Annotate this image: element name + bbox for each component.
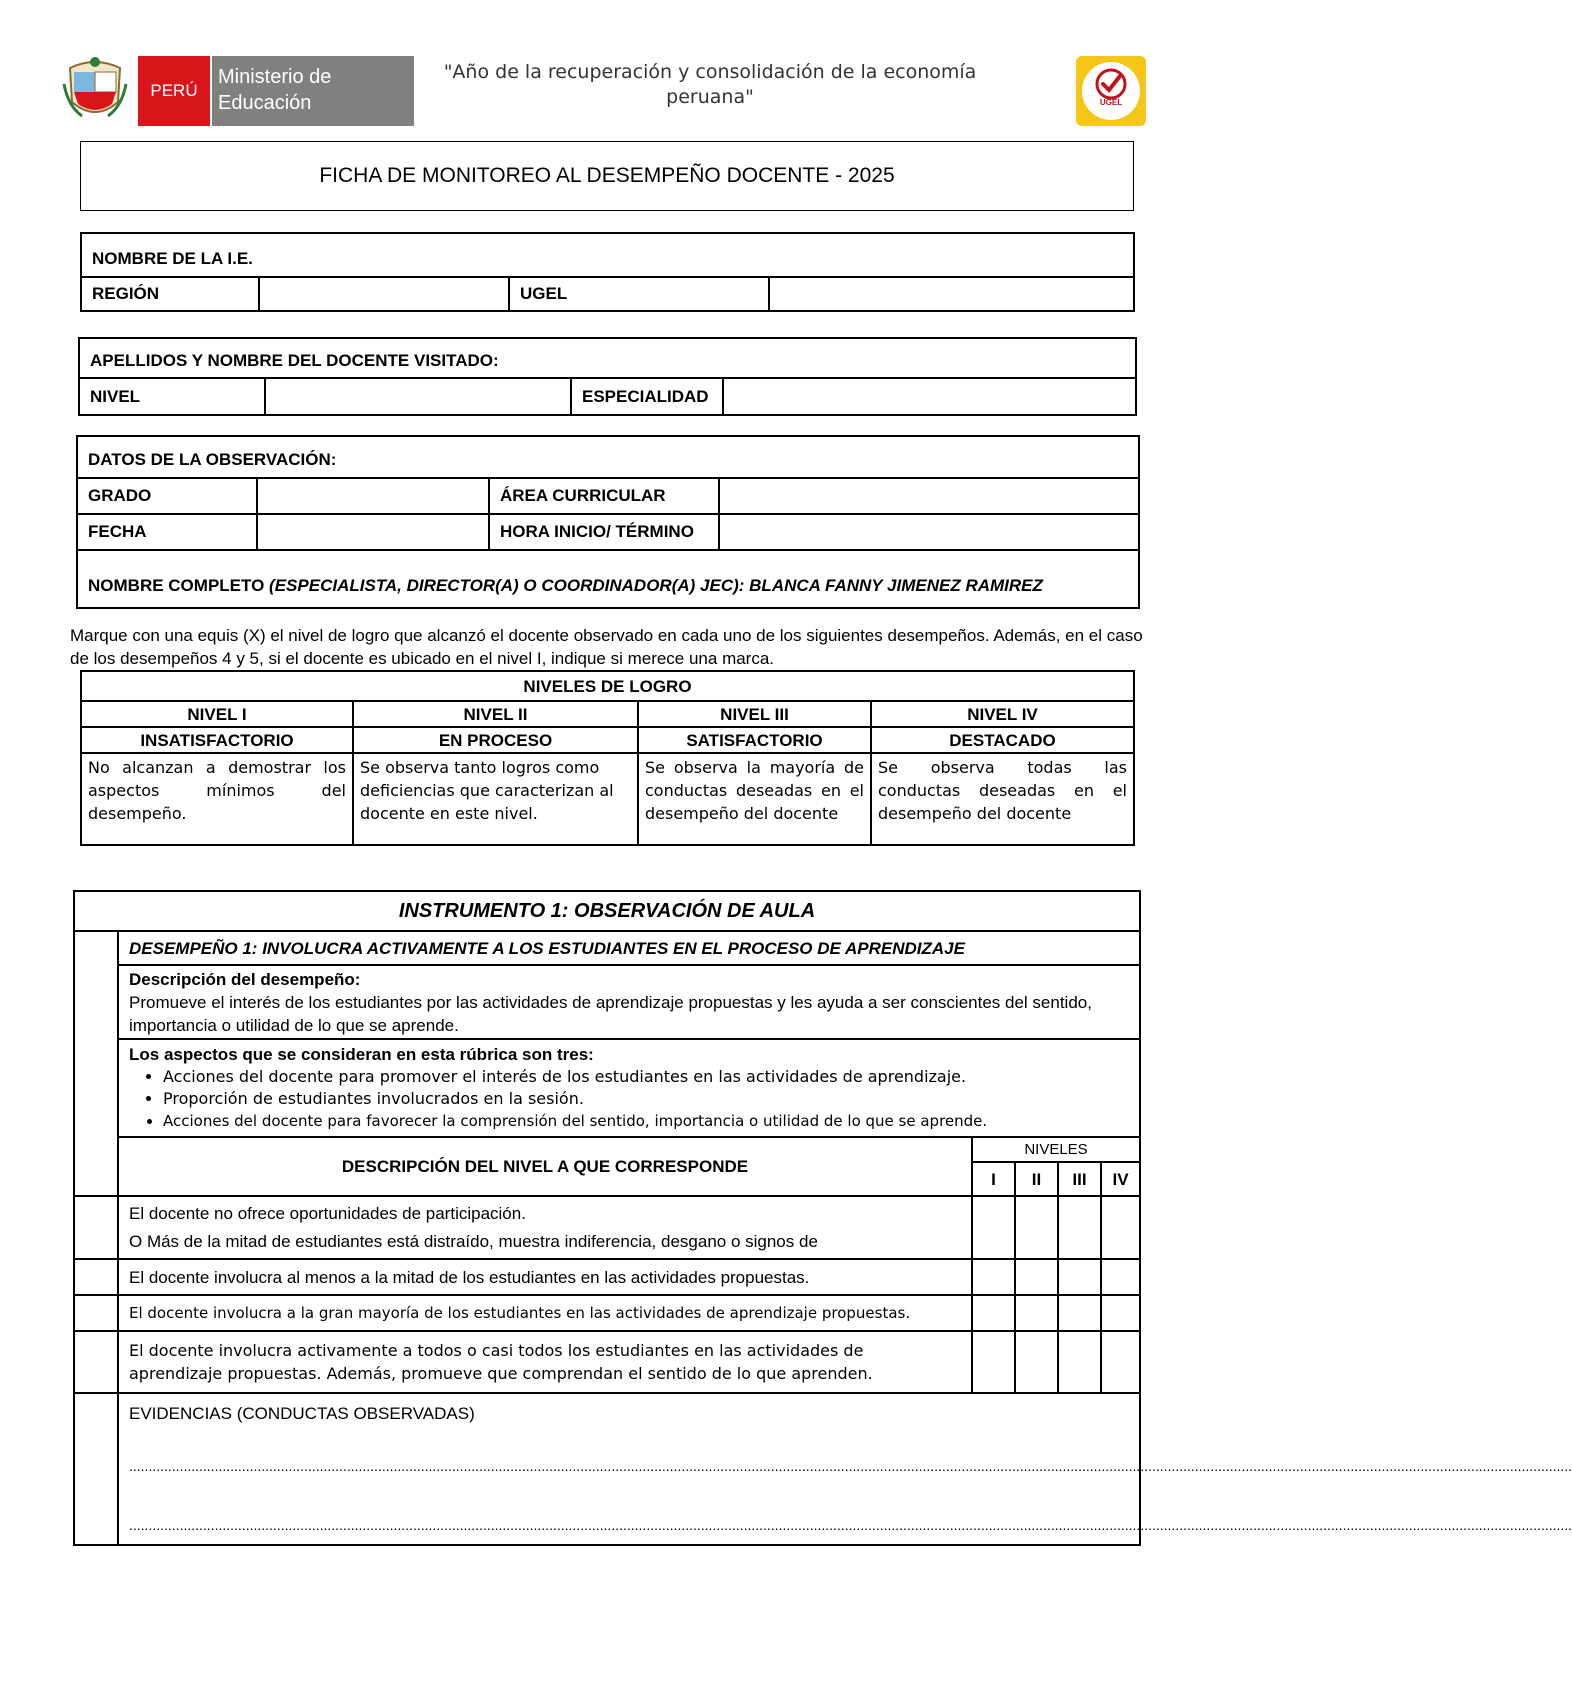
list-item: • Acciones del docente para promover el interés de los estudiantes en las actividades de aprendizaje. — [163, 1066, 1129, 1088]
ministry-line-2: Educación — [218, 92, 312, 114]
docente-name-field[interactable]: APELLIDOS Y NOMBRE DEL DOCENTE VISITADO: — [79, 338, 1136, 378]
especialidad-label: ESPECIALIDAD — [571, 378, 723, 415]
level-checkbox-i[interactable] — [972, 1196, 1015, 1259]
rubric-row-description: El docente involucra activamente a todos o casi todos los estudiantes en las actividades de aprendizaje propuestas. Además, promueve que comprendan el sentido de lo que aprenden. — [118, 1331, 972, 1393]
region-field[interactable] — [259, 277, 509, 311]
niveles-logro-table — [80, 670, 1135, 846]
evidencias-label: EVIDENCIAS (CONDUCTAS OBSERVADAS) — [129, 1404, 475, 1423]
instrumento-title: INSTRUMENTO 1: OBSERVACIÓN DE AULA — [74, 891, 1140, 931]
ugel-logo-text: UGEL — [1099, 98, 1123, 107]
level-description: No alcanzan a demostrar los aspectos mínimos del desempeño. — [81, 753, 353, 845]
ie-table — [80, 232, 1135, 312]
level-checkbox-i[interactable] — [972, 1295, 1015, 1331]
level-name: NIVEL III — [638, 701, 871, 727]
level-col-header: IV — [1101, 1162, 1140, 1196]
evidencias-field[interactable] — [118, 1393, 1572, 1545]
level-checkbox-iv[interactable] — [1101, 1331, 1140, 1393]
fecha-label: FECHA — [77, 514, 257, 550]
instructions-text: Marque con una equis (X) el nivel de logro que alcanzó el docente observado en cada uno de los siguientes desempeños. Además, en el caso de los desempeños 4 y 5, si el docente es ubicado en el nivel I, indique si merece una marca. — [70, 626, 1143, 668]
ugel-field[interactable] — [769, 277, 1134, 311]
docente-table — [78, 337, 1137, 416]
aspectos-cell — [118, 1039, 1140, 1137]
desc-label: Descripción del desempeño: — [129, 969, 361, 989]
ugel-logo — [1076, 56, 1146, 126]
level-description: Se observa la mayoría de conductas deseadas en el desempeño del docente — [638, 753, 871, 845]
level-label: EN PROCESO — [353, 727, 638, 753]
desempeno-margin-cell — [74, 931, 118, 1196]
level-checkbox-i[interactable] — [972, 1259, 1015, 1295]
row-margin-cell — [74, 1259, 118, 1295]
peru-brand-box — [138, 56, 210, 126]
fecha-field[interactable] — [257, 514, 489, 550]
row-margin-cell — [74, 1196, 118, 1259]
area-field[interactable] — [719, 478, 1139, 514]
level-checkbox-iii[interactable] — [1058, 1196, 1101, 1259]
list-item: • Proporción de estudiantes involucrados en la sesión. — [163, 1088, 1129, 1110]
peru-coat-of-arms-logo — [60, 54, 130, 124]
row-margin-cell — [74, 1393, 118, 1545]
row-margin-cell — [74, 1295, 118, 1331]
observacion-table — [76, 435, 1140, 609]
level-checkbox-i[interactable] — [972, 1331, 1015, 1393]
nivel-label: NIVEL — [79, 378, 265, 415]
level-checkbox-iii[interactable] — [1058, 1331, 1101, 1393]
level-checkbox-iii[interactable] — [1058, 1295, 1101, 1331]
rubric-row-description: El docente no ofrece oportunidades de participación. O Más de la mitad de estudiantes está distraído, muestra indiferencia, desgano o signos de — [118, 1196, 972, 1259]
level-checkbox-ii[interactable] — [1015, 1295, 1058, 1331]
form-title: FICHA DE MONITOREO AL DESEMPEÑO DOCENTE - 2025 — [80, 141, 1134, 211]
level-col-header: I — [972, 1162, 1015, 1196]
level-label: INSATISFACTORIO — [81, 727, 353, 753]
country-label: PERÚ — [150, 81, 198, 100]
niveles-header: NIVELES — [972, 1137, 1140, 1162]
level-name: NIVEL I — [81, 701, 353, 727]
datos-observacion-heading: DATOS DE LA OBSERVACIÓN: — [77, 436, 1139, 478]
level-checkbox-ii[interactable] — [1015, 1196, 1058, 1259]
rubric-row-description: El docente involucra a la gran mayoría de los estudiantes en las actividades de aprendizaje propuestas. — [118, 1295, 972, 1331]
check-icon — [1082, 62, 1140, 120]
level-col-header: II — [1015, 1162, 1058, 1196]
region-label: REGIÓN — [81, 277, 259, 311]
grado-field[interactable] — [257, 478, 489, 514]
ugel-label: UGEL — [509, 277, 769, 311]
ministry-brand-box — [212, 56, 414, 126]
ministry-line-1: Ministerio de — [218, 66, 332, 88]
instrumento-table — [73, 890, 1572, 1546]
observer-name-row — [77, 550, 1139, 608]
level-col-header: III — [1058, 1162, 1101, 1196]
list-item: • Acciones del docente para favorecer la comprensión del sentido, importancia o utilidad de lo que se aprende. — [163, 1110, 1129, 1132]
level-checkbox-iii[interactable] — [1058, 1259, 1101, 1295]
evidencias-dotted-line: ................................................................................................................................................................................................................................................................................................................................................................................... — [129, 1517, 1572, 1533]
desempeno-description-cell — [118, 965, 1140, 1039]
hora-field[interactable] — [719, 514, 1139, 550]
observer-role: (ESPECIALISTA, DIRECTOR(A) O COORDINADOR(A) JEC): — [269, 576, 745, 595]
grado-label: GRADO — [77, 478, 257, 514]
row-margin-cell — [74, 1331, 118, 1393]
aspectos-label: Los aspectos que se consideran en esta rúbrica son tres: — [129, 1045, 594, 1064]
level-name: NIVEL IV — [871, 701, 1134, 727]
nivel-field[interactable] — [265, 378, 571, 415]
observer-name-label: NOMBRE COMPLETO — [88, 576, 265, 595]
level-description: Se observa tanto logros como deficiencias que caracterizan al docente en este nivel. — [353, 753, 638, 845]
year-motto: "Año de la recuperación y consolidación de la economía peruana" — [443, 61, 977, 108]
aspectos-list — [129, 1066, 1129, 1132]
especialidad-field[interactable] — [723, 378, 1136, 415]
level-checkbox-iv[interactable] — [1101, 1295, 1140, 1331]
ie-name-field[interactable]: NOMBRE DE LA I.E. — [81, 233, 1134, 277]
evidencias-dotted-line: ................................................................................................................................................................................................................................................................................................................................................................................... — [129, 1458, 1572, 1474]
desc-nivel-header: DESCRIPCIÓN DEL NIVEL A QUE CORRESPONDE — [118, 1137, 972, 1196]
observer-name-value: BLANCA FANNY JIMENEZ RAMIREZ — [749, 576, 1043, 595]
level-checkbox-ii[interactable] — [1015, 1259, 1058, 1295]
level-checkbox-iv[interactable] — [1101, 1196, 1140, 1259]
level-checkbox-iv[interactable] — [1101, 1259, 1140, 1295]
level-name: NIVEL II — [353, 701, 638, 727]
level-label: SATISFACTORIO — [638, 727, 871, 753]
desempeno-title: DESEMPEÑO 1: INVOLUCRA ACTIVAMENTE A LOS ESTUDIANTES EN EL PROCESO DE APRENDIZAJE — [118, 931, 1140, 965]
niveles-logro-title: NIVELES DE LOGRO — [81, 671, 1134, 701]
area-label: ÁREA CURRICULAR — [489, 478, 719, 514]
level-description: Se observa todas las conductas deseadas en el desempeño del docente — [871, 753, 1134, 845]
level-checkbox-ii[interactable] — [1015, 1331, 1058, 1393]
hora-label: HORA INICIO/ TÉRMINO — [489, 514, 719, 550]
level-label: DESTACADO — [871, 727, 1134, 753]
rubric-row-description: El docente involucra al menos a la mitad de los estudiantes en las actividades propuestas. — [118, 1259, 972, 1295]
desc-text: Promueve el interés de los estudiantes por las actividades de aprendizaje propuestas y les ayuda a ser conscientes del sentido, importancia o utilidad de lo que se aprende. — [129, 992, 1092, 1035]
